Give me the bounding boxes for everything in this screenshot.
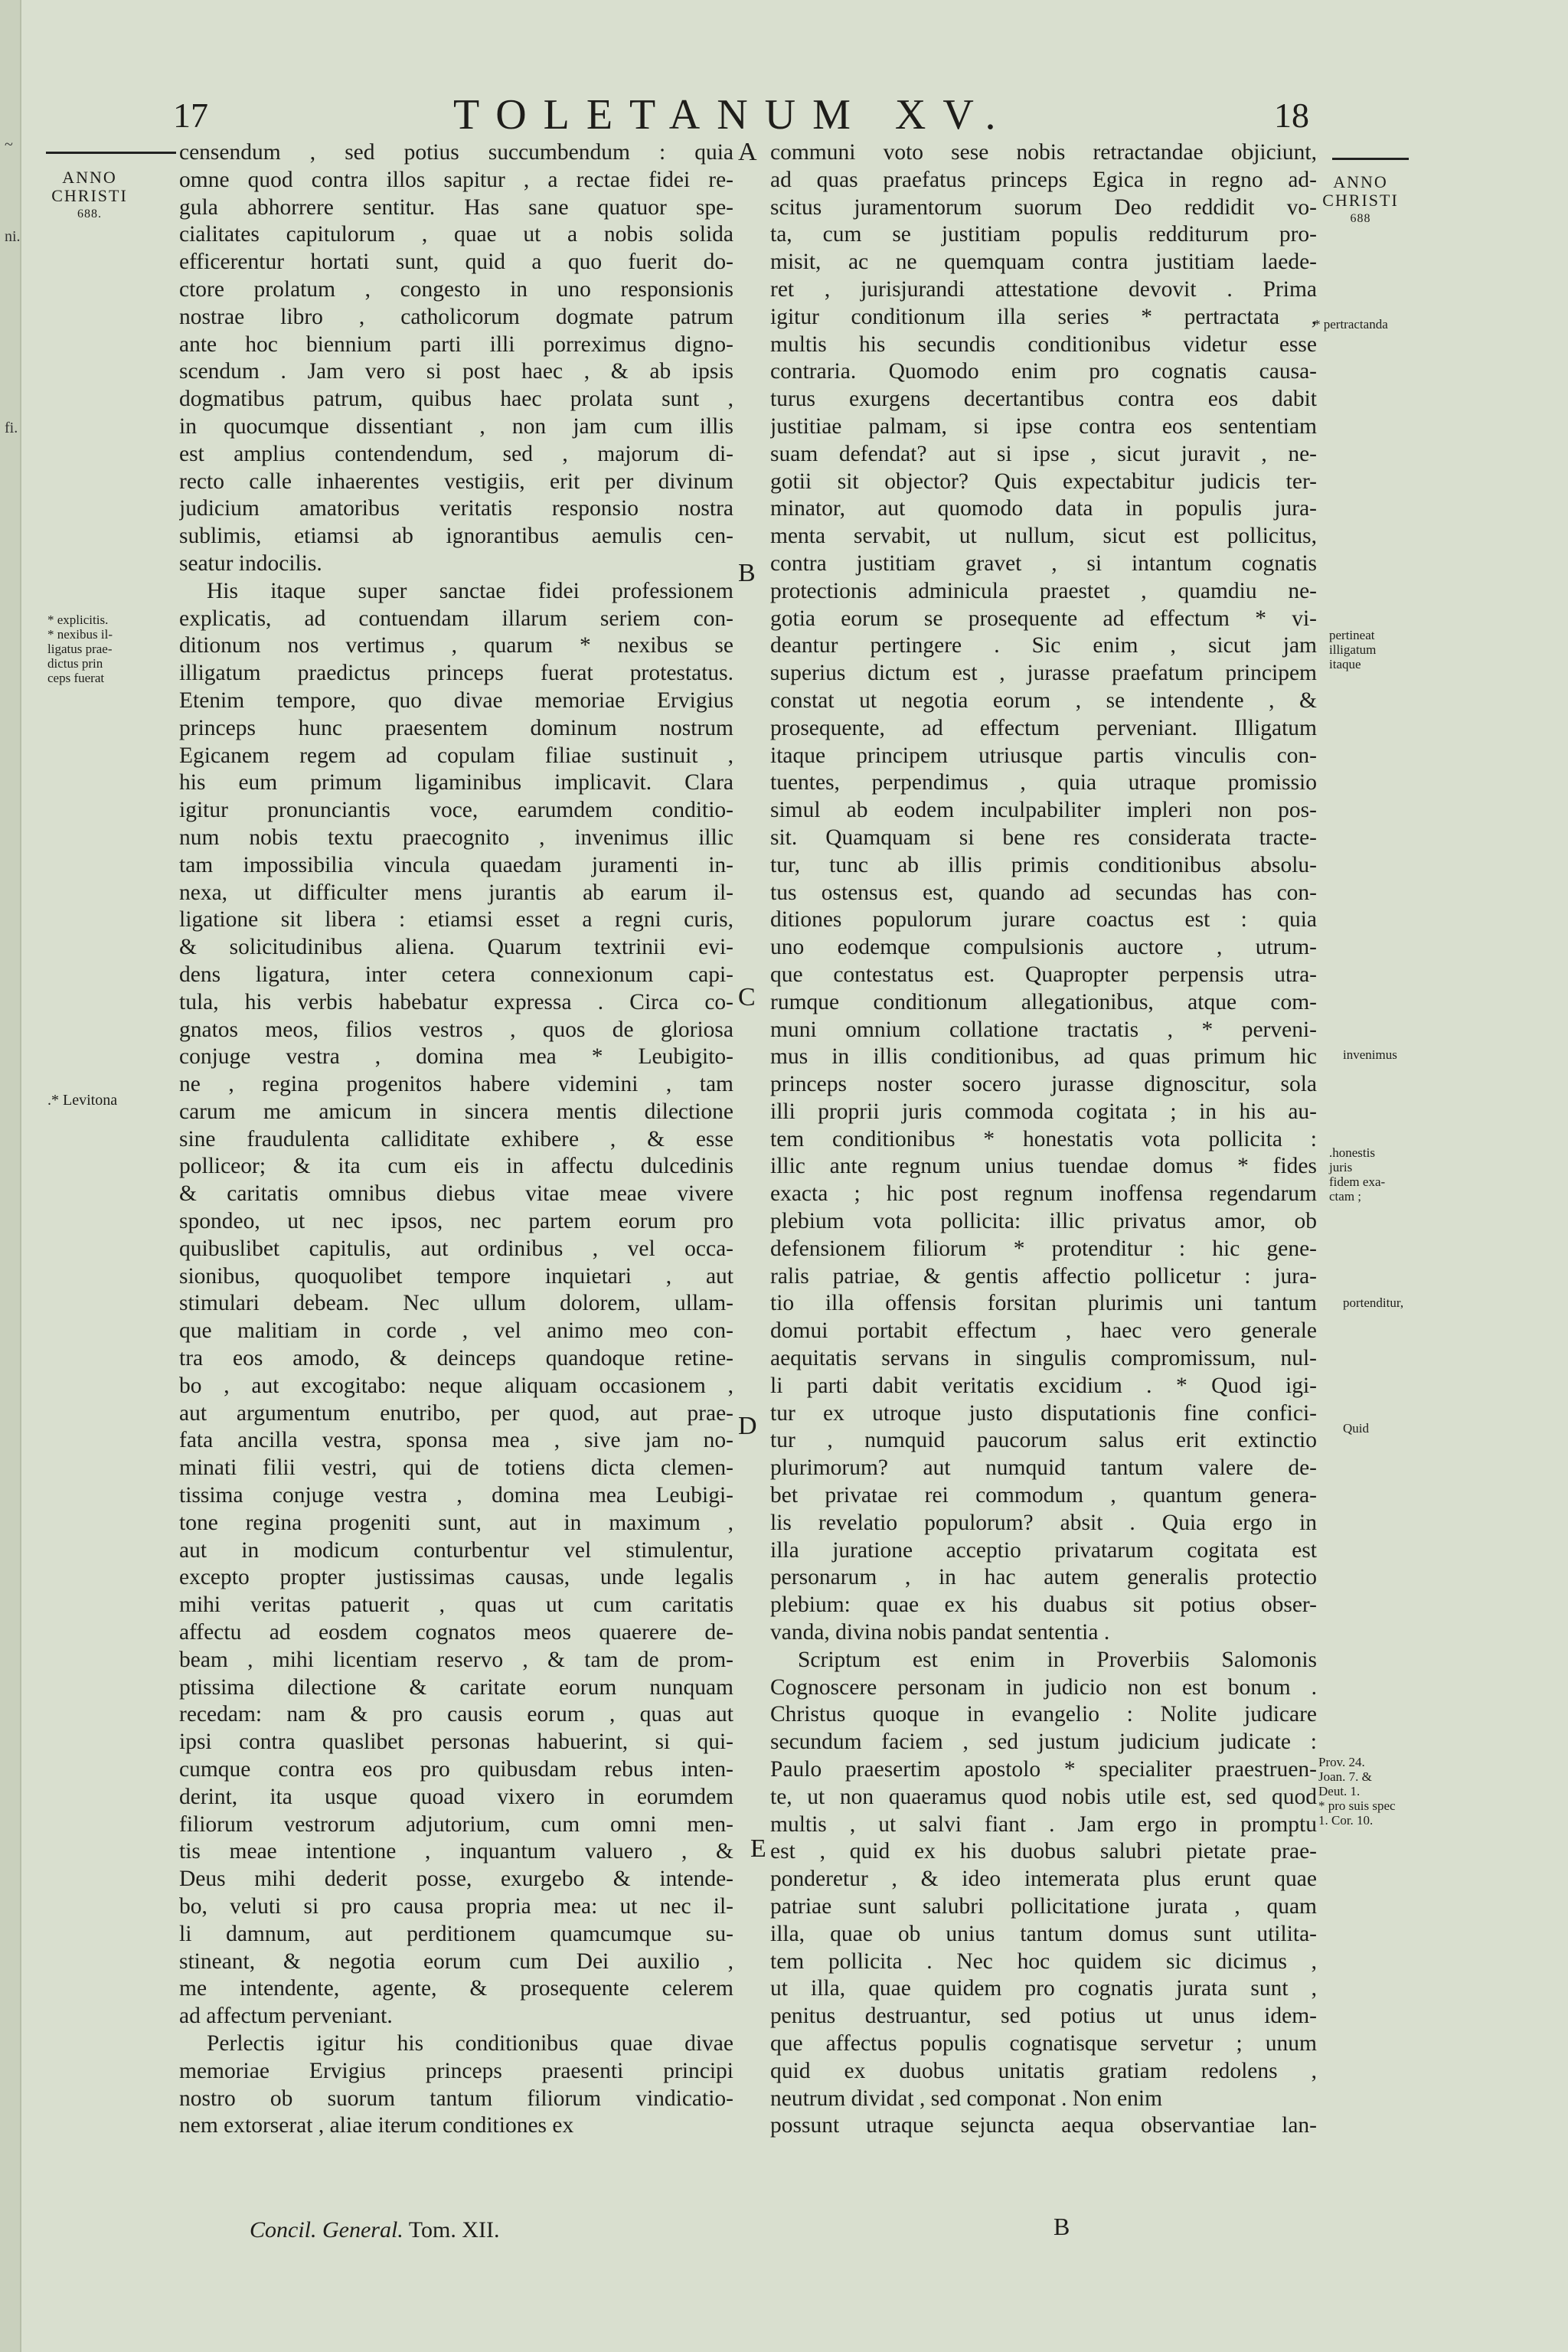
christi-label: CHRISTI — [1322, 191, 1399, 210]
text-line: ante hoc biennium parti illi porreximus digno- — [179, 332, 733, 357]
text-line: stimulari debeam. Nec ullum dolorem, ullam- — [179, 1291, 733, 1316]
signature-mark: B — [1054, 2213, 1070, 2240]
text-line: Egicanem regem ad copulam filiae sustinuit , — [179, 743, 733, 768]
text-line: illigatum praedictus princeps fuerat protestatus. — [179, 661, 733, 686]
text-line: His itaque super sanctae fidei professionem — [207, 578, 733, 603]
anno-label: ANNO — [62, 168, 117, 187]
margin-note-line: * nexibus il- — [47, 627, 113, 642]
page-footer — [250, 2217, 500, 2243]
text-line: que malitiam in corde , vel animo meo con- — [179, 1318, 733, 1344]
right-text-column — [770, 139, 1317, 2140]
margin-note-line: Prov. 24. — [1318, 1755, 1365, 1769]
text-line: aequitatis servans in singulis compromissum, nul- — [770, 1346, 1317, 1371]
text-line: tis meae intentione , inquantum valuero , & — [179, 1839, 733, 1864]
text-line: tio illa offensis forsitan plurimis uni tantum — [770, 1291, 1317, 1316]
text-line: Etenim tempore, quo divae memoriae Ervigius — [179, 688, 733, 713]
text-line: domui portabit effectum , haec vero generale — [770, 1318, 1317, 1344]
right-margin-note-pertineat — [1329, 628, 1452, 671]
text-line: sionibus, quoquolibet tempore inquietari , aut — [179, 1263, 733, 1289]
text-line: dogmatibus patrum, quibus haec prolata sunt , — [179, 387, 733, 412]
text-line: spondeo, ut nec ipsos, nec partem eorum pro — [179, 1209, 733, 1234]
footer-volume: Tom. XII. — [408, 2217, 500, 2243]
text-line: tone regina progeniti sunt, aut in maximum , — [179, 1510, 733, 1535]
text-line: itaque principem utriusque partis vinculis con- — [770, 743, 1317, 768]
text-line: illa juratione acceptio privatarum cogitata est — [770, 1537, 1317, 1563]
text-line: nexa, ut difficulter mens jurantis ab earum il- — [179, 880, 733, 905]
text-line: omne quod contra illos sapitur , a rectae fidei re- — [179, 167, 733, 192]
left-text-column — [179, 139, 733, 2140]
page-number-right: 18 — [1274, 96, 1309, 135]
text-line: suam defendat? aut si ipse , sicut juravit , ne- — [770, 441, 1317, 466]
text-line: minati filii vestri, qui de totiens dicta clemen- — [179, 1455, 733, 1481]
text-line: gotii sit objector? Quis expectabitur judicis ter- — [770, 469, 1317, 494]
text-line: num nobis textu praecognito , invenimus illic — [179, 825, 733, 850]
text-line: multis , ut salvi fiant . Jam ergo in promptu — [770, 1811, 1317, 1837]
text-line: ditiones populorum jurare coactus est : quia — [770, 907, 1317, 933]
left-margin-note-levitona — [47, 1093, 155, 1108]
text-line: communi voto sese nobis retractandae objiciunt, — [770, 140, 1317, 165]
text-line: deantur pertingere . Sic enim , sicut jam — [770, 633, 1317, 658]
text-line: plurimorum? aut numquid tantum valere de- — [770, 1455, 1317, 1481]
text-line: derint, ita usque quoad vixero in eorumdem — [179, 1784, 733, 1809]
section-letter-e: E — [750, 1834, 766, 1863]
text-line: illa, quae ob unius tantum domus sunt utilita- — [770, 1921, 1317, 1946]
margin-note-line: Joan. 7. & — [1318, 1769, 1372, 1784]
text-line: his eum primum ligaminibus implicavit. Clara — [179, 770, 733, 795]
margin-note-line: dictus prin — [47, 656, 103, 671]
text-line: gula abhorrere sentitur. Has sane quatuor spe- — [179, 194, 733, 220]
text-line: rumque conditionum allegationibus, atque com- — [770, 989, 1317, 1014]
text-line: Deus mihi dederit posse, exurgebo & intende- — [179, 1867, 733, 1892]
text-line: recto calle inhaerentes vestigiis, erit per divinum — [179, 469, 733, 494]
anno-christi-right — [1318, 173, 1403, 228]
margin-note-line: .* Levitona — [47, 1092, 118, 1109]
text-line: ditionum nos vertimus , quarum * nexibus se — [179, 633, 733, 658]
text-line: judicium amatoribus veritatis responsio nostra — [179, 496, 733, 521]
text-line: personarum , in hac autem generalis protectio — [770, 1565, 1317, 1590]
section-letter-b: B — [738, 559, 756, 587]
text-line: uno eodemque compulsionis auctore , utrum- — [770, 935, 1317, 960]
text-line: tissima conjuge vestra , domina mea Leubigi- — [179, 1483, 733, 1508]
right-margin-note-invenimus: invenimus — [1343, 1047, 1397, 1062]
text-line: mihi veritas patuerit , quas ut cum caritatis — [179, 1592, 733, 1618]
text-line: nostrae libro , catholicorum dogmate patrum — [179, 304, 733, 329]
text-line: tula, his verbis habebatur expressa . Circa co- — [179, 989, 733, 1014]
text-line: secundum faciem , sed justum judicium judicate : — [770, 1730, 1317, 1755]
text-line: Perlectis igitur his conditionibus quae divae — [207, 2030, 733, 2056]
text-line: & caritatis omnibus diebus vitae meae vivere — [179, 1181, 733, 1207]
text-line: vanda, divina nobis pandat sententia . — [770, 1620, 1110, 1645]
text-line: tur, tunc ab illis primis conditionibus absolu- — [770, 852, 1317, 877]
text-line: turus exurgens decertantibus contra eos dabit — [770, 387, 1317, 412]
text-line: aut argumentum enutribo, per quod, aut prae- — [179, 1400, 733, 1426]
text-line: sine fraudulenta calliditate exhibere , & esse — [179, 1126, 733, 1152]
text-line: ponderetur , & ideo intemerata plus erunt quae — [770, 1867, 1317, 1892]
header-rule-left — [46, 152, 176, 154]
text-line: penitus destruantur, sed potius ut unus idem- — [770, 2004, 1317, 2029]
text-line: efficerentur hortati sunt, quid a quo fuerit do- — [179, 250, 733, 275]
text-line: tur ex utroque justo disputationis fine confici- — [770, 1400, 1317, 1426]
text-line: me intendente, agente, & prosequente celerem — [179, 1976, 733, 2001]
christi-label: CHRISTI — [51, 186, 128, 205]
text-line: te, ut non quaeramus quod nobis utile est, sed quod — [770, 1784, 1317, 1809]
text-line: ne , regina progenitos habere videmini , tam — [179, 1072, 733, 1097]
text-line: recedam: nam & pro causis eorum , quas aut — [179, 1702, 733, 1727]
text-line: tam impossibilia vincula quaedam juramenti in- — [179, 852, 733, 877]
margin-note-line: .honestis — [1329, 1145, 1375, 1160]
text-line: patriae sunt salubri pollicitatione jurata , quam — [770, 1894, 1317, 1919]
right-margin-note-portenditur: portenditur, — [1343, 1295, 1404, 1310]
running-title: TOLETANUM XV. — [453, 91, 1013, 139]
text-line: ta, cum se justitiam populis redditurum pro- — [770, 222, 1317, 247]
text-line: protectionis adminicula praestet , quamdiu ne- — [770, 578, 1317, 603]
text-line: tra eos amodo, & deinceps quandoque retine- — [179, 1346, 733, 1371]
text-line: contraria. Quomodo enim pro cognatis causa- — [770, 359, 1317, 384]
text-line: ad quas praefatus princeps Egica in regno ad- — [770, 167, 1317, 192]
text-line: ret , jurisjurandi attestatione devovit . Prima — [770, 276, 1317, 302]
margin-note-line: juris — [1329, 1160, 1353, 1174]
text-line: censendum , sed potius succumbendum : quia — [179, 140, 733, 165]
text-line: memoriae Ervigius princeps praesenti principi — [179, 2058, 733, 2083]
text-line: ut illa, quae quidem pro cognatis jurata sunt , — [770, 1976, 1317, 2001]
text-line: tus ostensus est, quando ad secundas has con- — [770, 880, 1317, 905]
text-line: quid ex duobus unitatis gratiam redolens , — [770, 2058, 1317, 2083]
text-line: prosequente, ad effectum perveniant. Illigatum — [770, 715, 1317, 740]
text-line: gotia eorum se prosequente ad effectum * vi- — [770, 606, 1317, 631]
text-line: est , quid ex his duobus salubri pietate prae- — [770, 1839, 1317, 1864]
text-line: possunt utraque sejuncta aequa observantiae lan- — [770, 2113, 1317, 2138]
text-line: bo, veluti si pro causa propria mea: ut nec il- — [179, 1894, 733, 1919]
text-line: minator, aut quomodo data in populis jura- — [770, 496, 1317, 521]
text-line: nostro ob suorum tantum filiorum vindicatio- — [179, 2086, 733, 2111]
text-line: lis revelatio populorum? absit . Quia ergo in — [770, 1510, 1317, 1535]
text-line: est amplius contendendum, sed , majorum di- — [179, 441, 733, 466]
text-line: scitus juramentorum suorum Deo reddidit vo- — [770, 194, 1317, 220]
text-line: justitiae palmam, si ipse contra eos sententiam — [770, 413, 1317, 439]
text-line: princeps noster socero jurasse dignoscitur, sola — [770, 1072, 1317, 1097]
edge-mark: ~ — [5, 136, 13, 153]
anno-label: ANNO — [1333, 172, 1388, 191]
text-line: Paulo praesertim apostolo * specialiter praestruen- — [770, 1757, 1317, 1782]
text-line: affectu ad eosdem cognatos meos quaerere de- — [179, 1620, 733, 1645]
text-line: constat ut negotia eorum , se intendente , & — [770, 688, 1317, 713]
text-line: seatur indocilis. — [179, 550, 322, 576]
text-line: nem extorserat , aliae iterum conditiones ex — [179, 2113, 574, 2138]
text-line: princeps hunc praesentem dominum nostrum — [179, 715, 733, 740]
text-line: conjuge vestra , domina mea * Leubigito- — [179, 1044, 733, 1070]
text-line: Scriptum est enim in Proverbiis Salomonis — [798, 1647, 1317, 1672]
margin-note-line: Deut. 1. — [1318, 1784, 1361, 1798]
right-margin-note-honestis — [1329, 1145, 1452, 1204]
text-line: sublimis, etiamsi ab ignorantibus aemulis cen- — [179, 524, 733, 549]
page-edge-strip — [0, 0, 21, 2352]
text-line: bo , aut excogitabo: neque aliquam occasionem , — [179, 1373, 733, 1398]
text-line: ipsi contra quaslibet personas habuerint, si qui- — [179, 1730, 733, 1755]
text-line: polliceor; & ita cum eis in affectu dulcedinis — [179, 1154, 733, 1179]
right-margin-note-references — [1318, 1755, 1441, 1828]
text-line: filiorum vestrorum adjutorium, cum omni men- — [179, 1811, 733, 1837]
text-line: plebium: quae ex his duabus sit potius obser- — [770, 1592, 1317, 1618]
text-line: tuentes, perpendimus , quia utraque promissio — [770, 770, 1317, 795]
text-line: ctore prolatum , congesto in uno responsionis — [179, 276, 733, 302]
margin-note-line: illigatum — [1329, 642, 1377, 657]
text-line: li damnum, aut perditionem quamcumque su- — [179, 1921, 733, 1946]
page-number-left: 17 — [173, 96, 208, 135]
text-line: misit, ac ne quemquam contra justitiam laede- — [770, 250, 1317, 275]
text-line: multis his secundis conditionibus videtur esse — [770, 332, 1317, 357]
text-line: beam , mihi licentiam reservo , & tam de prom- — [179, 1647, 733, 1672]
text-line: defensionem filiorum * protenditur : hic gene- — [770, 1236, 1317, 1261]
text-line: cialitates capitulorum , quae ut a nobis solida — [179, 222, 733, 247]
margin-note-line: 1. Cor. 10. — [1318, 1813, 1374, 1828]
text-line: ad affectum perveniant. — [179, 2004, 393, 2029]
text-line: simul ab eodem inculpabiliter impleri non pos- — [770, 798, 1317, 823]
text-line: exacta ; hic post regnum inoffensa regendarum — [770, 1181, 1317, 1207]
text-line: explicatis, ad contuendam illarum seriem con- — [179, 606, 733, 631]
margin-note-line: ligatus prae- — [47, 642, 113, 656]
text-line: dens ligatura, inter cetera connexionum capi- — [179, 962, 733, 987]
text-line: plebium vota pollicita: illic privatus amor, ob — [770, 1209, 1317, 1234]
text-line: ligatione sit libera : etiamsi esset a regni curis, — [179, 907, 733, 933]
text-line: in quocumque dissentiant , non jam cum illis — [179, 413, 733, 439]
margin-note-line: fidem exa- — [1329, 1174, 1386, 1189]
margin-note-line: * pro suis spec — [1318, 1798, 1396, 1813]
text-line: fata ancilla vestra, sponsa mea , sive jam no- — [179, 1428, 733, 1453]
text-line: ralis patriae, & gentis affectio pollicetur : jura- — [770, 1263, 1317, 1289]
page-header — [0, 90, 1568, 144]
text-line: carum me amicum in sincera mentis dilectione — [179, 1099, 733, 1124]
section-letter-c: C — [738, 983, 756, 1011]
text-line: illic ante regnum unius tuendae domus * fides — [770, 1154, 1317, 1179]
text-line: superius dictum est , jurasse praefatum principem — [770, 661, 1317, 686]
text-line: cumque contra eos pro quibusdam rebus inten- — [179, 1757, 733, 1782]
text-line: que contestatus est. Quapropter perpensis utra- — [770, 962, 1317, 987]
text-line: stineant, & negotia eorum cum Dei auxilio , — [179, 1949, 733, 1974]
margin-note-line: ctam ; — [1329, 1189, 1362, 1204]
text-line: neutrum dividat , sed componat . Non enim — [770, 2086, 1163, 2111]
text-line: tem conditionibus * honestatis vota pollicita : — [770, 1126, 1317, 1152]
section-letter-a: A — [738, 138, 757, 166]
margin-note-line: ceps fuerat — [47, 671, 105, 685]
left-margin-note-explicitis — [47, 612, 155, 685]
edge-mark: ni. — [5, 228, 21, 245]
footer-source: Concil. General. — [250, 2217, 403, 2243]
text-line: bet privatae rei commodum , quantum genera- — [770, 1483, 1317, 1508]
margin-note-line: * explicitis. — [47, 612, 109, 627]
edge-mark: fi. — [5, 420, 18, 436]
text-line: quibuslibet capitulis, aut ordinibus , vel occa- — [179, 1236, 733, 1261]
text-line: excepto propter justissimas causas, unde legalis — [179, 1565, 733, 1590]
right-margin-note-pertractanda: * pertractanda — [1314, 317, 1388, 332]
text-line: illi proprii juris commoda cogitata ; in his au- — [770, 1099, 1317, 1124]
anno-year: 688. — [77, 207, 102, 220]
text-line: tem pollicita . Nec hoc quidem sic dicimus , — [770, 1949, 1317, 1974]
margin-note-line: itaque — [1329, 657, 1361, 671]
text-line: li parti dabit veritatis excidium . * Quod igi- — [770, 1373, 1317, 1398]
header-rule-right — [1332, 158, 1409, 160]
text-line: & solicitudinibus aliena. Quarum textrinii evi- — [179, 935, 733, 960]
text-line: contra justitiam gravet , si intantum cognatis — [770, 550, 1317, 576]
text-line: igitur pronunciantis voce, earumdem conditio- — [179, 798, 733, 823]
text-line: tur , numquid paucorum salus erit extinctio — [770, 1428, 1317, 1453]
margin-note-line: pertineat — [1329, 628, 1375, 642]
text-line: scendum . Jam vero si post haec , & ab ipsis — [179, 359, 733, 384]
anno-year: 688 — [1350, 212, 1371, 225]
right-margin-note-quid: Quid — [1343, 1421, 1369, 1436]
text-line: mus in illis conditionibus, ad quas primum hic — [770, 1044, 1317, 1070]
text-line: menta servabit, ut nullum, sicut est pollicitus, — [770, 524, 1317, 549]
anno-christi-left — [47, 168, 132, 224]
text-line: igitur conditionum illa series * pertractata , — [770, 304, 1317, 329]
text-line: que affectus populis cognatisque servetur ; unum — [770, 2030, 1317, 2056]
text-line: ptissima dilectione & caritate eorum nunquam — [179, 1674, 733, 1700]
text-line: muni omnium collatione tractatis , * perveni- — [770, 1017, 1317, 1042]
text-line: aut in modicum conturbentur vel stimulentur, — [179, 1537, 733, 1563]
section-letter-d: D — [738, 1412, 757, 1440]
text-line: Christus quoque in evangelio : Nolite judicare — [770, 1702, 1317, 1727]
text-line: gnatos meos, filios vestros , quos de gloriosa — [179, 1017, 733, 1042]
text-line: Cognoscere personam in judicio non est bonum . — [770, 1674, 1317, 1700]
text-line: sit. Quamquam si bene res considerata tracte- — [770, 825, 1317, 850]
